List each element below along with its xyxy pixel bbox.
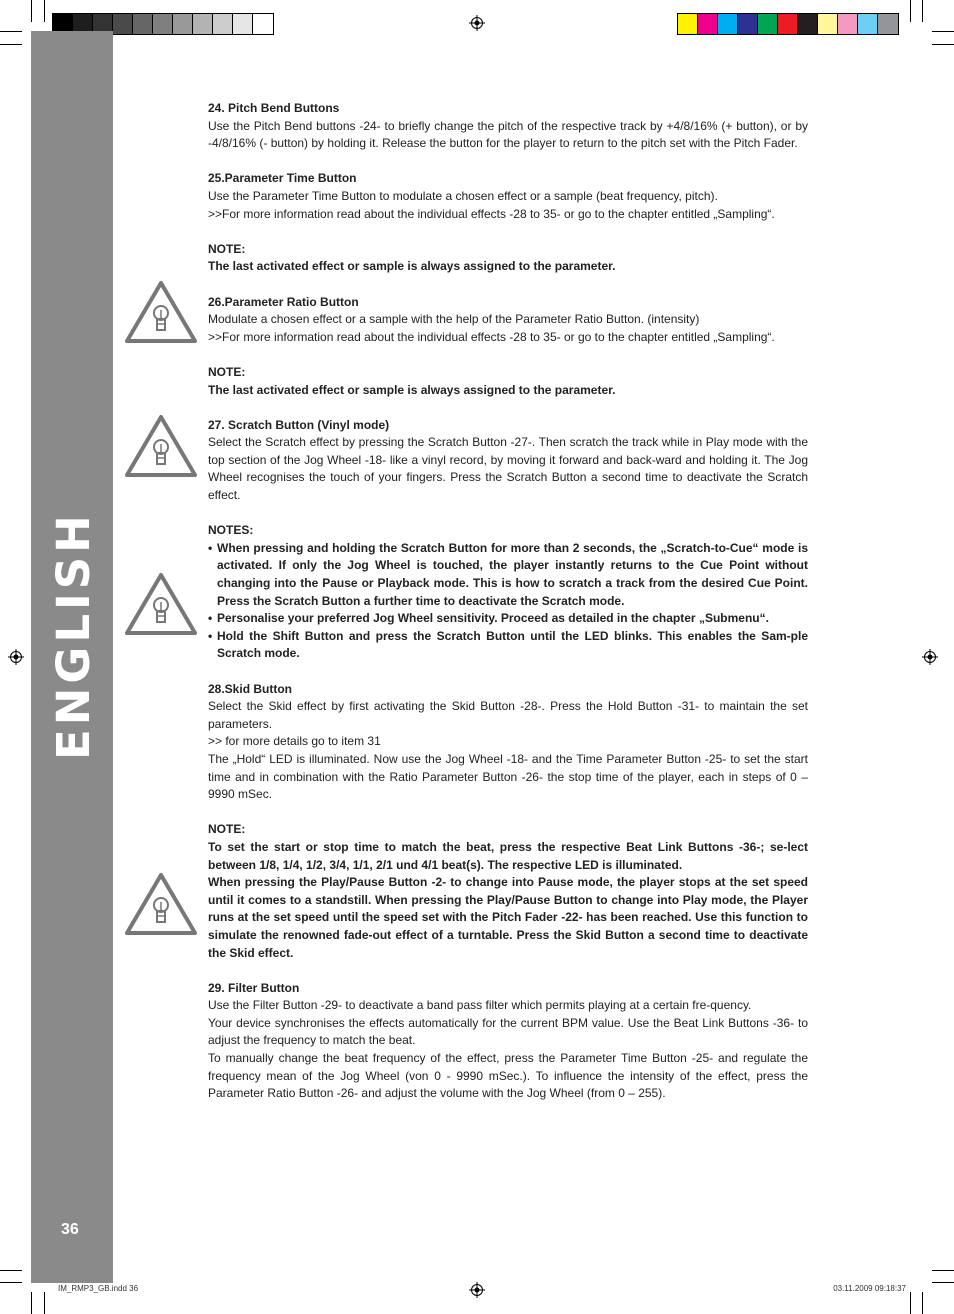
note-label: NOTES: [208,523,254,538]
section-body: >>For more information read about the individual effects -28 to 35- or go to the chapter entitled „Sampling“. [208,206,775,221]
section-heading: 24. Pitch Bend Buttons [208,101,340,115]
note-bullet: • Hold the Shift Button and press the Scratch Button until the LED blinks. This enables the Sam-ple Scratch mode. [208,628,808,663]
language-label: ENGLISH [47,511,100,760]
color-swatch [878,14,898,34]
lightbulb-warning-icon [124,280,198,344]
registration-mark-icon [8,649,24,665]
section-body: Your device synchronises the effects automatically for the current BPM value. Use the Beat Link Buttons -36- to adjust the frequency to match the beat. [208,1015,808,1048]
section-heading: 29. Filter Button [208,980,300,995]
section-body: Use the Filter Button -29- to deactivate a band pass filter which permits playing at a certain fre-quency. [208,998,752,1013]
section-heading: 27. Scratch Button (Vinyl mode) [208,417,390,432]
section-body: Select the Scratch effect by pressing the Scratch Button -27-. Then scratch the track while in Play mode with the top section of the Jog Wheel -18- like a vinyl record, by moving it forward and back-ward and holding it. The Jog Wheel recognises the touch of your fingers. Press the Scratch Button a second time to deactivate the Scratch effect. [208,435,808,503]
crop-mark [932,1270,954,1271]
section-body: Select the Skid effect by first activating the Skid Button -28-. Press the Hold Button -31- to maintain the set parameters. [208,699,808,731]
color-swatch [798,14,818,34]
page-number: 36 [61,1221,79,1238]
color-swatch [818,14,838,34]
registration-mark-icon [922,649,938,665]
note-text: To set the start or stop time to match the beat, press the respective Beat Link Buttons -36-; se-lect between 1/8, 1/4, 1/2, 3/4, 1/1, 2/1 und 4/1 beat(s). The respective LED is illuminated. [208,839,808,872]
crop-mark [932,44,954,45]
note-bullet: • Personalise your preferred Jog Wheel sensitivity. Proceed as detailed in the chapter „Submenu“. [208,610,808,628]
note-text: When pressing the Play/Pause Button -2- to change into Pause mode, the player stops at the set speed until it comes to a standstill. When pressing the Play/Pause Button to change into Play mode, the Player runs at the set speed until the speed set with the Pitch Fader -22- has been reached. Use this function to simulate the renowned fade-out effect of a turntable. Press the Skid Button a second time to deactivate the Skid effect. [208,875,808,960]
section-body: Use the Pitch Bend buttons -24- to briefly change the pitch of the respective track by +4/8/16% (+ button), or by -4/8/16% (- button) by holding it. Release the button for the player to return to the pitch set with the Pitch Fader. [208,118,808,151]
crop-mark [910,0,911,22]
color-swatch [153,14,173,34]
crop-mark [0,44,22,45]
color-swatch [133,14,153,34]
section-body: The „Hold“ LED is illuminated. Now use the Jog Wheel -18- and the Time Parameter Button -25- to set the start time and in combination with the Ratio Parameter Button -26- the stop time of the player, each in steps of 0 – 9990 mSec. [208,751,808,802]
color-swatch [778,14,798,34]
lightbulb-warning-icon [124,872,198,936]
color-swatch [758,14,778,34]
color-swatch [253,14,273,34]
color-calibration-bar [677,13,899,35]
section-heading: 25.Parameter Time Button [208,171,357,186]
registration-mark-icon [469,15,485,31]
color-swatch [858,14,878,34]
note-label: NOTE: [208,364,246,379]
crop-mark [0,1270,22,1271]
crop-mark [44,0,45,22]
print-slug-left: IM_RMP3_GB.indd 36 [58,1284,139,1293]
crop-mark [910,1292,911,1314]
crop-mark [922,1292,923,1314]
color-swatch [678,14,698,34]
crop-mark [932,31,954,32]
crop-mark [922,0,923,22]
note-label: NOTE: [208,822,246,837]
registration-mark-icon [469,1282,485,1298]
color-swatch [173,14,193,34]
crop-mark [0,1282,22,1283]
section-body: Modulate a chosen effect or a sample with the help of the Parameter Ratio Button. (intensity) [208,312,700,327]
section-body: To manually change the beat frequency of the effect, press the Parameter Time Button -25- and regulate the frequency mean of the Jog Wheel (von 0 - 9990 mSec.). To influence the intensity of the effect, press the Parameter Ratio Button -26- and adjust the volume with the Jog Wheel (from 0 – 255). [208,1051,808,1101]
color-swatch [698,14,718,34]
color-swatch [193,14,213,34]
lightbulb-warning-icon [124,414,198,478]
note-label: NOTE: [208,241,246,256]
section-body: >>For more information read about the individual effects -28 to 35- or go to the chapter entitled „Sampling“. [208,329,775,344]
color-swatch [718,14,738,34]
color-swatch [113,14,133,34]
crop-mark [0,31,22,32]
section-heading: 26.Parameter Ratio Button [208,294,359,309]
print-slug-right: 03.11.2009 09:18:37 [833,1284,906,1293]
crop-mark [31,0,32,22]
crop-mark [31,1292,32,1314]
section-body: >> for more details go to item 31 [208,734,381,749]
section-heading: 28.Skid Button [208,681,293,696]
note-text: The last activated effect or sample is always assigned to the parameter. [208,382,616,397]
note-bullet: • When pressing and holding the Scratch Button for more than 2 seconds, the „Scratch-to-Cue“ mode is activated. If only the Jog Wheel is touched, the player instantly returns to the Cue Point without changing into the Pause or Playback mode. This is how to scratch a track from the desired Cue Point. Press the Scratch Button a further time to deactivate the Scratch mode. [208,540,808,610]
section-body: Use the Parameter Time Button to modulate a chosen effect or a sample (beat frequency, pitch). [208,188,718,203]
crop-mark [44,1292,45,1314]
crop-mark [932,1282,954,1283]
color-swatch [213,14,233,34]
color-swatch [838,14,858,34]
lightbulb-warning-icon [124,572,198,636]
color-swatch [738,14,758,34]
manual-content [208,100,808,1103]
color-swatch [233,14,253,34]
notes-list [208,540,808,663]
note-text: The last activated effect or sample is always assigned to the parameter. [208,259,616,274]
